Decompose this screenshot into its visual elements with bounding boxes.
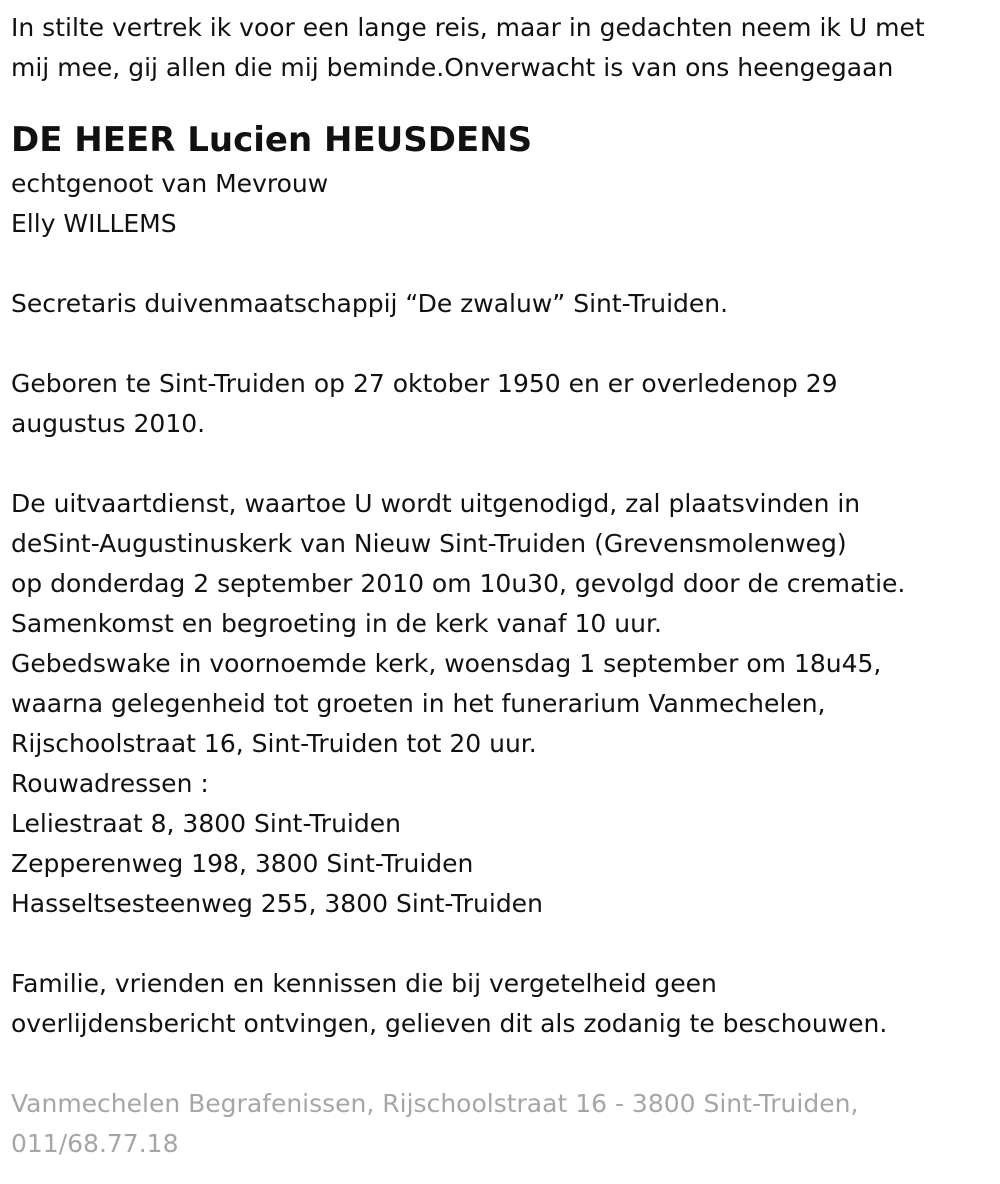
ceremony-line: op donderdag 2 september 2010 om 10u30, gevolgd door de crematie. [11, 569, 906, 598]
addresses-section [11, 764, 1000, 924]
birth-death-section [11, 364, 1000, 444]
intro-line: mij mee, gij allen die mij beminde.Onverwacht is van ons heengegaan [11, 53, 894, 82]
ceremony-line: waarna gelegenheid tot groeten in het funerarium Vanmechelen, [11, 689, 826, 718]
deceased-name: DE HEER Lucien HEUSDENS [11, 120, 533, 160]
birth-death-line: Geboren te Sint-Truiden op 27 oktober 1950 en er overledenop 29 [11, 369, 838, 398]
ceremony-line: Rijschoolstraat 16, Sint-Truiden tot 20 uur. [11, 729, 537, 758]
addresses-label: Rouwadressen : [11, 769, 209, 798]
ceremony-line: deSint-Augustinuskerk van Nieuw Sint-Truiden (Grevensmolenweg) [11, 529, 847, 558]
ceremony-line: Samenkomst en begroeting in de kerk vanaf 10 uur. [11, 609, 662, 638]
address-line: Hasseltsesteenweg 255, 3800 Sint-Truiden [11, 889, 543, 918]
ceremony-line: Gebedswake in voornoemde kerk, woensdag 1 september om 18u45, [11, 649, 882, 678]
ceremony-line: De uitvaartdienst, waartoe U wordt uitgenodigd, zal plaatsvinden in [11, 489, 861, 518]
intro-line: In stilte vertrek ik voor een lange reis, maar in gedachten neem ik U met [11, 13, 925, 42]
funeral-home-footer [11, 1084, 1000, 1164]
ceremony-section [11, 484, 1000, 764]
footer-line: Vanmechelen Begrafenissen, Rijschoolstraat 16 - 3800 Sint-Truiden, [11, 1089, 859, 1118]
spouse-section [11, 164, 1000, 244]
address-line: Zepperenweg 198, 3800 Sint-Truiden [11, 849, 474, 878]
spouse-line: Elly WILLEMS [11, 209, 177, 238]
footer-phone: 011/68.77.18 [11, 1129, 179, 1158]
notice-section [11, 964, 1000, 1044]
spouse-line: echtgenoot van Mevrouw [11, 169, 329, 198]
birth-death-line: augustus 2010. [11, 409, 206, 438]
intro-section [11, 8, 1000, 88]
role-line: Secretaris duivenmaatschappij “De zwaluw” Sint-Truiden. [11, 289, 729, 318]
address-line: Leliestraat 8, 3800 Sint-Truiden [11, 809, 401, 838]
notice-line: overlijdensbericht ontvingen, gelieven dit als zodanig te beschouwen. [11, 1009, 888, 1038]
notice-line: Familie, vrienden en kennissen die bij vergetelheid geen [11, 969, 717, 998]
